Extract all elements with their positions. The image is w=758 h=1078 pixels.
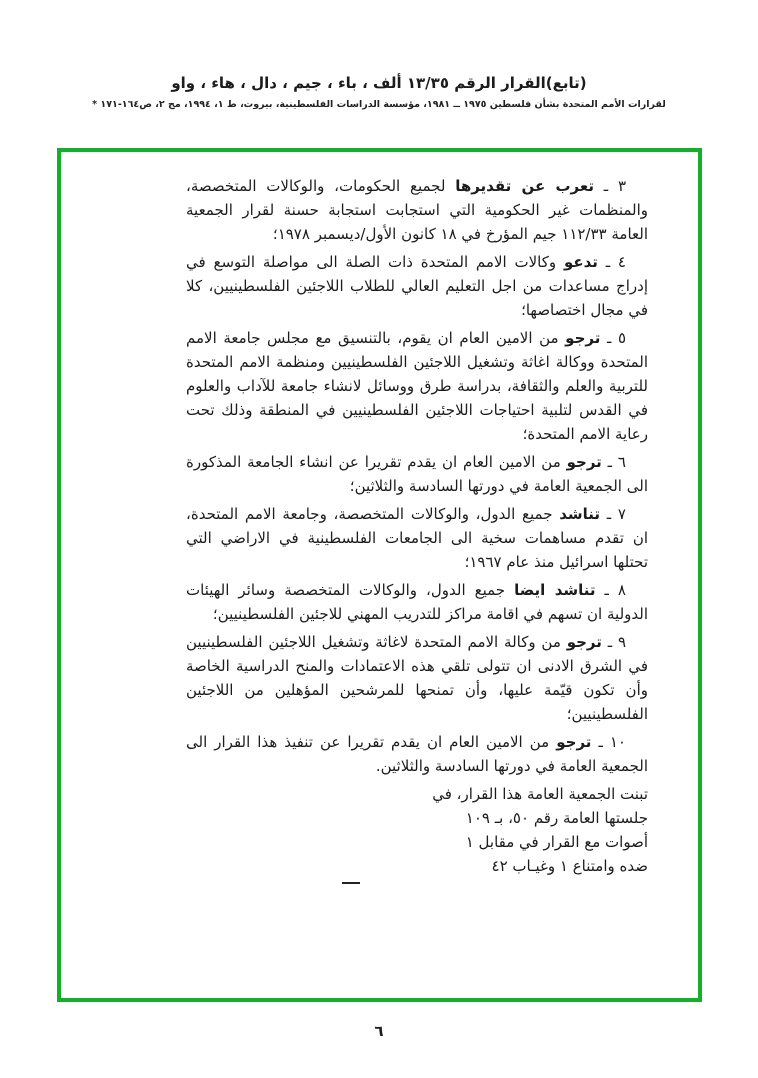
resolution-text-column [61,152,698,884]
adoption-note-line: ضده وامتناع ١ وغيـاب ٤٢ [491,857,648,875]
paragraph-number: ٩ ـ [607,633,626,651]
paragraph-text: لجميع الحكومات، والوكالات المتخصصة، والمنظمات غير الحكومية التي استجابت استجابة حسنة لقرار الجمعية العامة ١١٢/٣٣ جيم المؤرخ في ١٨ كانون الأول/ديسمبر ١٩٧٨؛ [186,177,648,243]
content-border-box [57,148,702,1002]
resolution-paragraph-9 [186,630,648,726]
paragraph-text: من وكالة الامم المتحدة لاغاثة وتشغيل اللاجئين الفلسطينيين في الشرق الادنى ان تتولى تلقي هذه الاعتمادات والمنح الدراسية الخاصة وأن تكون قيّمة عليها، وأن تمنحها للمرشحين المؤهلين من اللاجئين الفلسطينيين؛ [186,633,648,723]
paragraph-lead: تدعو [563,253,598,271]
paragraph-number: ٣ ـ [603,177,626,195]
paragraph-text: من الامين العام ان يقدم تقريرا عن تنفيذ هذا القرار الى الجمعية العامة في دورتها السادسة والثلاثين. [186,733,648,775]
paragraph-number: ٥ ـ [606,329,626,347]
footnote-dash [342,882,360,884]
paragraph-text: وكالات الامم المتحدة ذات الصلة الى مواصلة التوسع في إدراج مساعدات من اجل التعليم العالي للطلاب اللاجئين الفلسطينيين، كلا في مجال اختصاصها؛ [186,253,648,319]
page-header [0,74,758,110]
paragraph-number: ٤ ـ [605,253,626,271]
paragraph-number: ٧ ـ [606,505,626,523]
paragraph-text: جميع الدول، والوكالات المتخصصة وسائر الهيئات الدولية ان تسهم في اقامة مراكز للتدريب المهني للاجئين الفلسطينيين؛ [186,581,648,623]
paragraph-text: من الامين العام ان يقدم تقريرا عن انشاء الجامعة المذكورة الى الجمعية العامة في دورتها السادسة والثلاثين؛ [186,453,648,495]
paragraph-text: جميع الدول، والوكالات المتخصصة، وجامعة الامم المتحدة، ان تقدم مساهمات سخية الى الجامعات الفلسطينية في الاراضي التي تحتلها اسرائيل منذ عام ١٩٦٧؛ [186,505,648,571]
resolution-paragraph-10 [186,730,648,778]
paragraph-lead: ترجو [565,329,601,347]
paragraph-lead: تناشد [559,505,601,523]
adoption-note-line: تبنت الجمعية العامة هذا القرار، في [432,785,648,803]
resolution-paragraph-5 [186,326,648,446]
adoption-note-line: أصوات مع القرار في مقابل ١ [465,833,648,851]
resolution-paragraph-7 [186,502,648,574]
page-number: ٦ [374,1022,384,1040]
paragraph-lead: تعرب عن تقديرها [455,177,594,195]
resolution-paragraph-3 [186,174,648,246]
paragraph-number: ٨ ـ [604,581,626,599]
paragraph-text: من الامين العام ان يقوم، بالتنسيق مع مجلس جامعة الامم المتحدة ووكالة اغاثة وتشغيل اللاجئين الفلسطينيين ومنظمة الامم المتحدة للتربية والعلم والثقافة، بدراسة طرق ووسائل لانشاء جامعة للآداب والعلوم في القدس لتلبية احتياجات اللاجئين الفلسطينيين في المنطقة وذلك تحت رعاية الامم المتحدة؛ [186,329,648,443]
adoption-note-line: جلستها العامة رقم ٥٠، بـ ١٠٩ [465,809,648,827]
resolution-paragraph-8 [186,578,648,626]
paragraph-lead: ترجو [556,733,592,751]
paragraph-lead: تناشد ايضا [514,581,596,599]
paragraph-lead: ترجو [566,453,602,471]
adoption-note [186,782,648,884]
resolution-paragraph-4 [186,250,648,322]
paragraph-number: ١٠ ـ [598,733,626,751]
document-title: (تابع)القرار الرقم ١٣/٣٥ ألف ، باء ، جيم ، دال ، هاء ، واو [171,74,587,92]
paragraph-number: ٦ ـ [607,453,626,471]
source-citation: لقرارات الأمم المتحدة بشأن فلسطين ١٩٧٥ ــ ١٩٨١، مؤسسة الدراسات الفلسطينية، بيروت، ط ١، ١٩٩٤، مج ٢، ص١٦٤-١٧١ * [92,99,666,110]
resolution-paragraph-6 [186,450,648,498]
paragraph-lead: ترجو [566,633,602,651]
